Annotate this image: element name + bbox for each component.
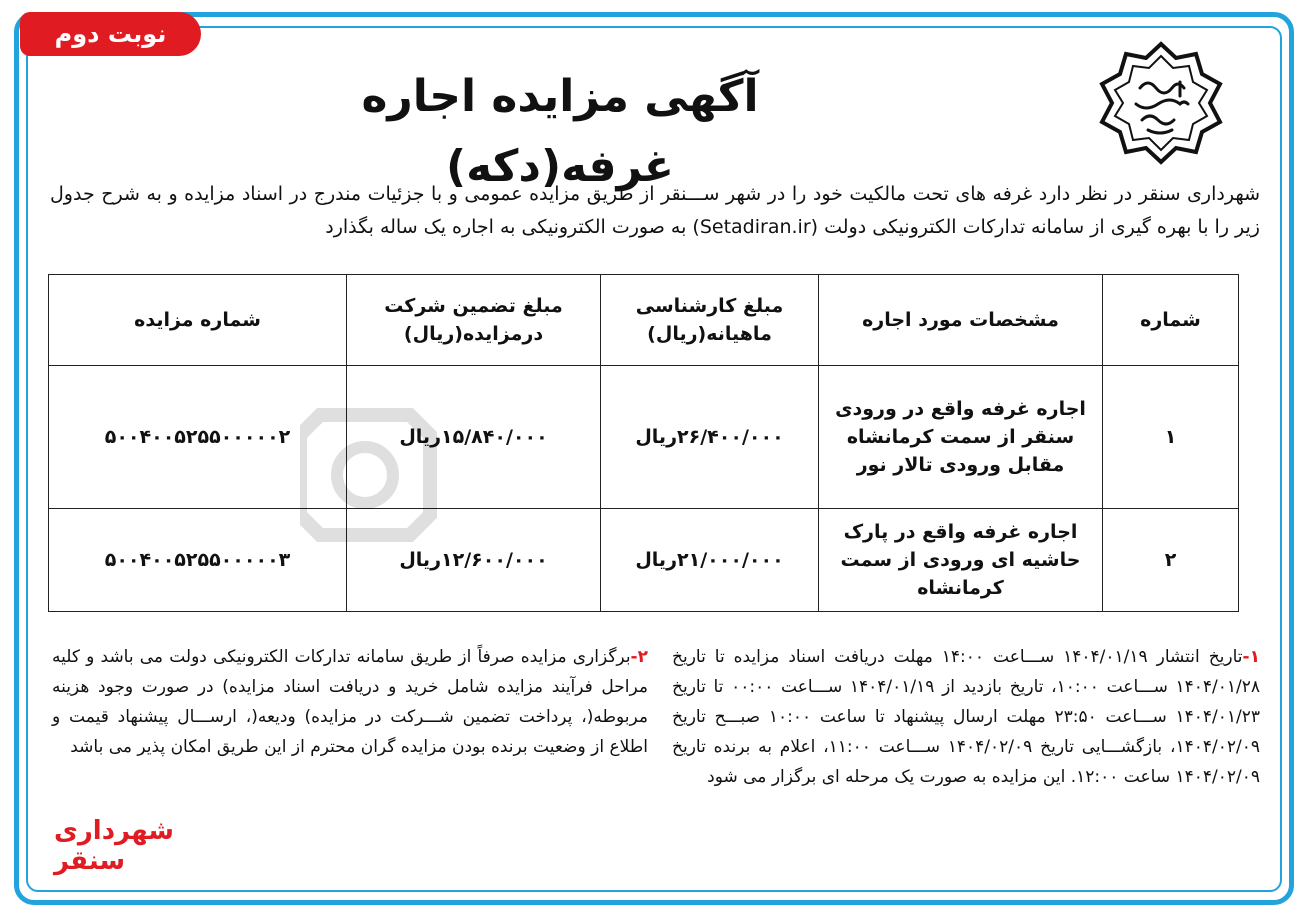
row-number: ۱ bbox=[1103, 366, 1239, 509]
page-title: آگهی مزایده اجاره غرفه(دکه) bbox=[361, 71, 759, 192]
header-auction-number: شماره مزایده bbox=[49, 275, 347, 366]
row-guarantee: ۱۵/۸۴۰/۰۰۰ریال bbox=[347, 366, 601, 509]
note-2-text: برگزاری مزایده صرفاً از طریق سامانه تدارکات الکترونیکی دولت می باشد و کلیه مراحل فرآیند مزایده شامل خرید و دریافت اسناد مزایده) در صورت وجود هزینه مربوطه(، پرداخت تضمین شـــرکت در مزایده) ودیعه(، ارســـال پیشنهاد قیمت و اطلاع از وضعیت برنده بودن مزایده گران محترم از این طریق امکان پذیر می باشد bbox=[52, 647, 648, 757]
note-2 bbox=[52, 642, 648, 762]
note-1 bbox=[672, 642, 1260, 792]
table-row bbox=[49, 366, 1239, 509]
table-header-row bbox=[49, 275, 1239, 366]
row-spec: اجاره غرفه واقع در ورودی سنقر از سمت کرمانشاه مقابل ورودی تالار نور bbox=[819, 366, 1103, 509]
note-1-label: ۱- bbox=[1242, 647, 1260, 667]
row-expert-price: ۲۱/۰۰۰/۰۰۰ریال bbox=[601, 509, 819, 612]
table-row bbox=[49, 509, 1239, 612]
note-1-text: تاریخ انتشار ۱۴۰۴/۰۱/۱۹ ســـاعت ۱۴:۰۰ مهلت دریافت اسناد مزایده تا تاریخ ۱۴۰۴/۰۱/۲۸ ســـاعت ۱۰:۰۰، تاریخ بازدید از ۱۴۰۴/۰۱/۱۹ ســـاعت ۰۰:۰۰ تا تاریخ ۱۴۰۴/۰۱/۲۳ ســـاعت ۲۳:۵۰ مهلت ارسال پیشنهاد تا ساعت ۱۰:۰۰ صبـــح تاریخ ۱۴۰۴/۰۲/۰۹، بازگشـــایی تاریخ ۱۴۰۴/۰۲/۰۹ ســـاعت ۱۱:۰۰، اعلام به برنده تاریخ ۱۴۰۴/۰۲/۰۹ ساعت ۱۲:۰۰. این مزایده به صورت یک مرحله ای برگزار می شود bbox=[672, 647, 1261, 787]
row-auction-number: ۵۰۰۴۰۰۵۲۵۵۰۰۰۰۰۲ bbox=[49, 366, 347, 509]
header-guarantee: مبلغ تضمین شرکت درمزایده(ریال) bbox=[347, 275, 601, 366]
row-expert-price: ۲۶/۴۰۰/۰۰۰ریال bbox=[601, 366, 819, 509]
round-badge: نوبت دوم bbox=[20, 12, 201, 56]
municipality-logo-icon bbox=[1096, 38, 1226, 168]
auction-table bbox=[48, 274, 1239, 612]
header-expert-price: مبلغ کارشناسی ماهیانه(ریال) bbox=[601, 275, 819, 366]
intro-paragraph: شهرداری سنقر در نظر دارد غرفه های تحت مالکیت خود را در شهر ســـنقر از طریق مزایده عمومی و با جزئیات مندرج در اسناد مزایده و به شرح جدول زیر را با بهره گیری از سامانه تدارکات الکترونیکی دولت (Setadiran.ir) به صورت الکترونیکی به اجاره یک ساله بگذارد bbox=[50, 183, 1260, 238]
signature: شهرداری سنقر bbox=[54, 816, 174, 876]
row-spec: اجاره غرفه واقع در پارک حاشیه ای ورودی از سمت کرمانشاه bbox=[819, 509, 1103, 612]
row-auction-number: ۵۰۰۴۰۰۵۲۵۵۰۰۰۰۰۳ bbox=[49, 509, 347, 612]
header-number: شماره bbox=[1103, 275, 1239, 366]
note-2-label: ۲- bbox=[630, 647, 648, 667]
header-spec: مشخصات مورد اجاره bbox=[819, 275, 1103, 366]
row-number: ۲ bbox=[1103, 509, 1239, 612]
row-guarantee: ۱۲/۶۰۰/۰۰۰ریال bbox=[347, 509, 601, 612]
